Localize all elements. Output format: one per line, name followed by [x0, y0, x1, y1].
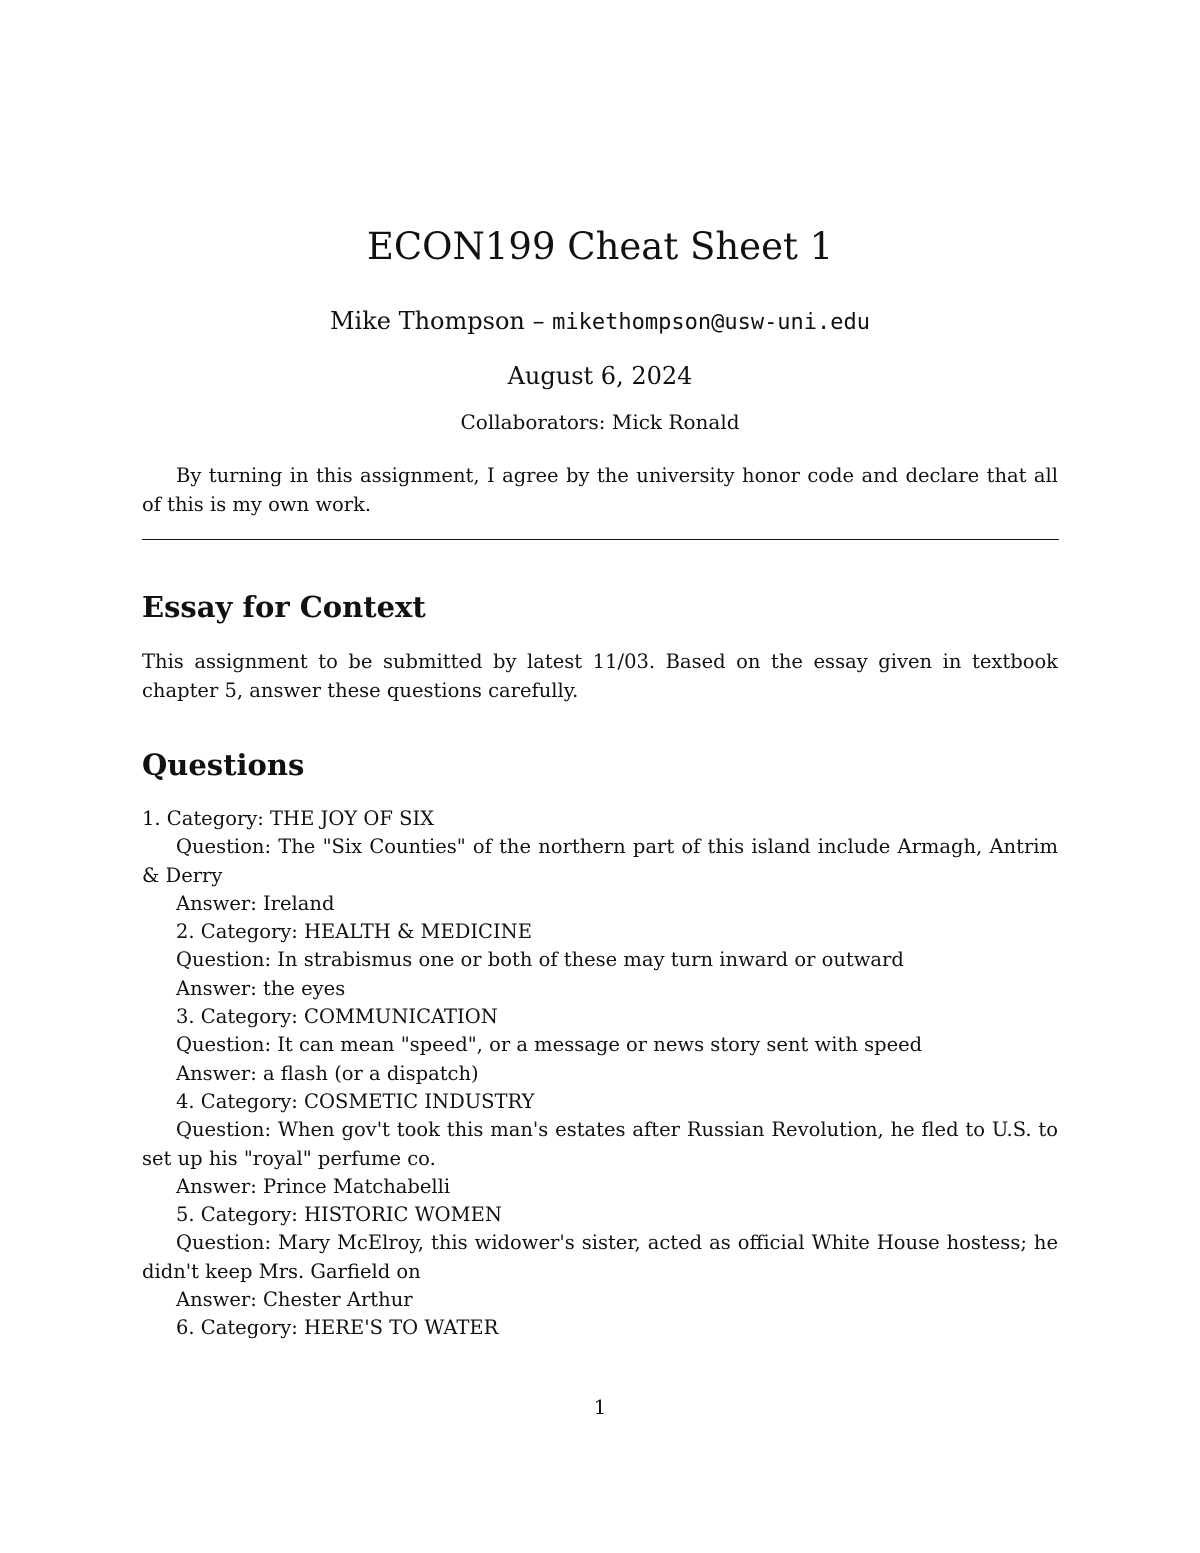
question-line: Question: The "Six Counties" of the northern part of this island include Armagh, Antrim & Derry	[142, 835, 1058, 887]
category-line: 3. Category: COMMUNICATION	[176, 1005, 498, 1029]
page-number: 1	[593, 1395, 607, 1419]
section-heading-essay: Essay for Context	[142, 590, 426, 624]
essay-context-text: This assignment to be submitted by latest 11/03. Based on the essay given in textbook chapter 5, answer these questions carefully.	[142, 650, 1058, 702]
answer-line: Answer: Prince Matchabelli	[176, 1174, 451, 1198]
answer-line: Answer: Ireland	[176, 891, 335, 915]
question-line: Question: When gov't took this man's estates after Russian Revolution, he fled to U.S. to set up his "royal" perfume co.	[142, 1118, 1058, 1170]
question-line: Question: It can mean "speed", or a message or news story sent with speed	[176, 1033, 923, 1057]
section-heading-questions: Questions	[142, 748, 305, 782]
question-list	[142, 805, 1058, 1343]
honor-statement: By turning in this assignment, I agree by the university honor code and declare that all of this is my own work.	[142, 464, 1058, 516]
author-name: Mike Thompson	[329, 307, 525, 335]
category-line: 4. Category: COSMETIC INDUSTRY	[176, 1089, 535, 1113]
answer-line: Answer: Chester Arthur	[176, 1288, 413, 1312]
author-email: mikethompson@usw-uni.edu	[552, 310, 871, 335]
collaborators: Collaborators: Mick Ronald	[460, 410, 740, 434]
document-title: ECON199 Cheat Sheet 1	[366, 225, 834, 268]
answer-line: Answer: the eyes	[176, 976, 346, 1000]
category-line: 2. Category: HEALTH & MEDICINE	[176, 920, 532, 944]
question-line: Question: Mary McElroy, this widower's sister, acted as official White House hostess; he didn't keep Mrs. Garfield on	[142, 1231, 1058, 1283]
author-separator: –	[532, 307, 545, 335]
category-line: 1. Category: THE JOY OF SIX	[142, 807, 435, 830]
document-date: August 6, 2024	[507, 362, 693, 390]
horizontal-rule	[142, 539, 1059, 540]
answer-line: Answer: a flash (or a dispatch)	[176, 1061, 479, 1085]
category-line: 6. Category: HERE'S TO WATER	[176, 1316, 499, 1340]
author-line	[0, 304, 1200, 340]
category-line: 5. Category: HISTORIC WOMEN	[176, 1203, 502, 1227]
question-line: Question: In strabismus one or both of these may turn inward or outward	[176, 948, 904, 972]
